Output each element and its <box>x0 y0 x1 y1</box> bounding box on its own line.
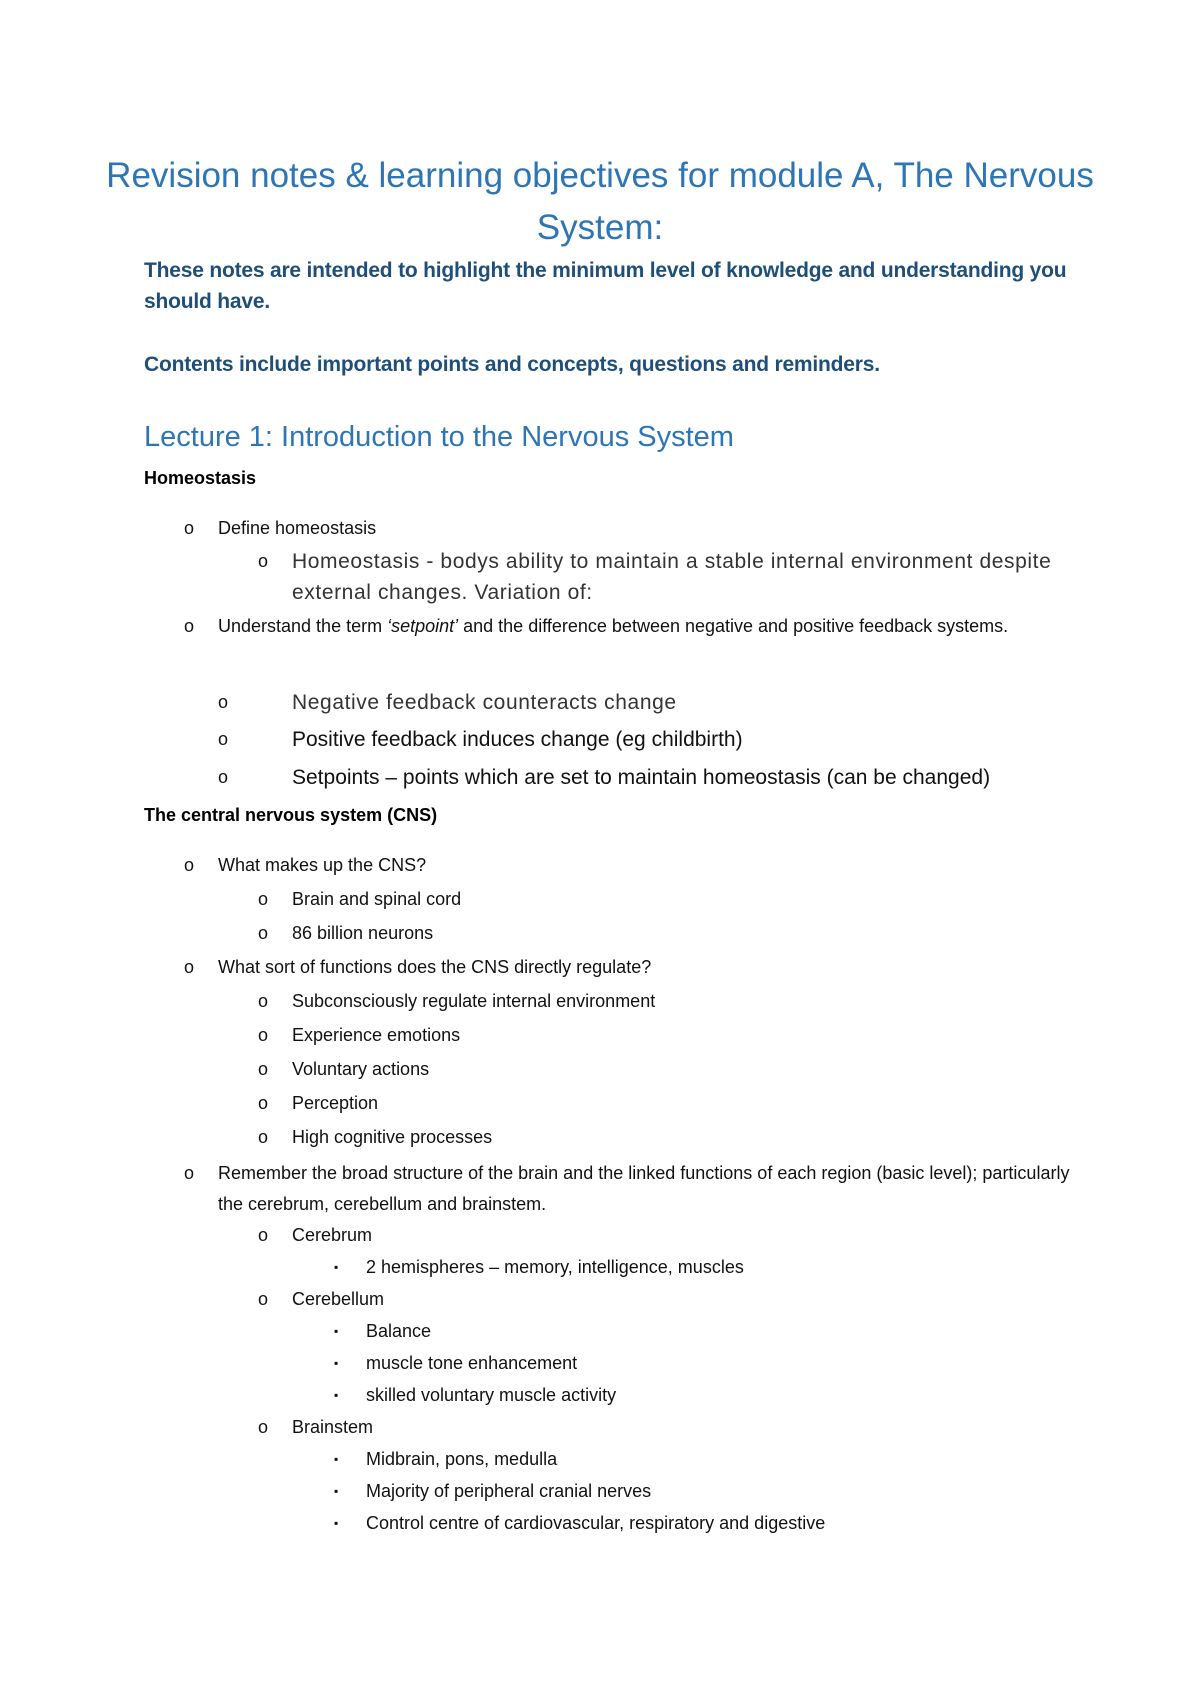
list-item <box>258 1220 1072 1251</box>
answer-negative-feedback: Negative feedback counteracts change <box>292 691 677 714</box>
answer-text: Voluntary actions <box>292 1059 430 1079</box>
question-brain-structure: Remember the broad structure of the brain and the linked functions of each region (basic level); particularly the cerebrum, cerebellum and brainstem. <box>218 1163 1070 1214</box>
list-item <box>258 1020 1072 1051</box>
square-bullet-icon: ▪ <box>334 1356 339 1370</box>
answer-text: Subconsciously regulate internal environment <box>292 991 656 1011</box>
circle-bullet-icon: o <box>258 1093 269 1113</box>
answer-text: Control centre of cardiovascular, respiratory and digestive <box>366 1513 826 1533</box>
square-bullet-icon: ▪ <box>334 1516 339 1530</box>
square-bullet-icon: ▪ <box>334 1388 339 1402</box>
list-item <box>334 1348 1066 1379</box>
list-item <box>184 513 1078 544</box>
circle-bullet-icon: o <box>258 551 269 571</box>
circle-bullet-icon: o <box>184 855 195 875</box>
list-item <box>334 1508 1066 1539</box>
circle-bullet-icon: o <box>184 518 195 538</box>
circle-bullet-icon: o <box>258 1417 269 1437</box>
list-item <box>334 1444 1066 1475</box>
circle-bullet-icon: o <box>184 616 195 636</box>
intro-line-1: These notes are intended to highlight the minimum level of knowledge and understanding you should have. <box>144 259 1067 313</box>
answer-text: Perception <box>292 1093 379 1113</box>
list-item <box>258 1284 1072 1315</box>
circle-bullet-icon: o <box>258 1025 269 1045</box>
homeostasis-heading: Homeostasis <box>144 468 257 488</box>
circle-bullet-icon: o <box>184 1163 195 1183</box>
list-item <box>184 850 1078 881</box>
list-item <box>258 546 1072 608</box>
cns-heading: The central nervous system (CNS) <box>144 805 438 825</box>
brainstem-label: Brainstem <box>292 1417 374 1437</box>
answer-text: Experience emotions <box>292 1025 461 1045</box>
answer-text: Balance <box>366 1321 432 1341</box>
answer-homeostasis: Homeostasis - bodys ability to maintain a stable internal environment despite external changes. Variation of: <box>292 550 1052 604</box>
list-item <box>218 762 1072 793</box>
list-item <box>258 986 1072 1017</box>
square-bullet-icon: ▪ <box>334 1260 339 1274</box>
intro-line-2: Contents include important points and concepts, questions and reminders. <box>144 353 880 376</box>
list-item <box>258 1088 1072 1119</box>
square-bullet-icon: ▪ <box>334 1484 339 1498</box>
list-item <box>184 952 1078 983</box>
document-title: Revision notes & learning objectives for module A, The Nervous System: <box>106 156 1094 247</box>
answer-setpoints: Setpoints – points which are set to maintain homeostasis (can be changed) <box>292 766 991 789</box>
circle-bullet-icon: o <box>258 991 269 1011</box>
list-item <box>334 1476 1066 1507</box>
answer-text: Brain and spinal cord <box>292 889 462 909</box>
circle-bullet-icon: o <box>258 1225 269 1245</box>
square-bullet-icon: ▪ <box>334 1452 339 1466</box>
circle-bullet-icon: o <box>218 729 229 749</box>
circle-bullet-icon: o <box>258 1059 269 1079</box>
list-item <box>258 1412 1072 1443</box>
answer-text: skilled voluntary muscle activity <box>366 1385 617 1405</box>
answer-text: 86 billion neurons <box>292 923 434 943</box>
question-cns-makeup: What makes up the CNS? <box>218 855 427 875</box>
list-item <box>334 1252 1066 1283</box>
list-item <box>258 1054 1072 1085</box>
circle-bullet-icon: o <box>184 957 195 977</box>
question-cns-functions: What sort of functions does the CNS directly regulate? <box>218 957 652 977</box>
list-item <box>258 1122 1072 1153</box>
circle-bullet-icon: o <box>258 1289 269 1309</box>
circle-bullet-icon: o <box>218 767 229 787</box>
circle-bullet-icon: o <box>258 889 269 909</box>
answer-text: 2 hemispheres – memory, intelligence, muscles <box>366 1257 744 1277</box>
list-item <box>258 884 1072 915</box>
circle-bullet-icon: o <box>258 1127 269 1147</box>
list-item <box>258 918 1072 949</box>
answer-positive-feedback: Positive feedback induces change (eg childbirth) <box>292 728 743 751</box>
circle-bullet-icon: o <box>258 923 269 943</box>
square-bullet-icon: ▪ <box>334 1324 339 1338</box>
question-setpoint: Understand the term ‘setpoint’ and the difference between negative and positive feedback systems. <box>218 616 1009 636</box>
list-item <box>334 1316 1066 1347</box>
cerebrum-label: Cerebrum <box>292 1225 373 1245</box>
list-item <box>184 1158 1078 1220</box>
answer-text: Midbrain, pons, medulla <box>366 1449 558 1469</box>
answer-text: muscle tone enhancement <box>366 1353 578 1373</box>
lecture-1-heading: Lecture 1: Introduction to the Nervous System <box>144 421 734 453</box>
list-item <box>218 724 1072 755</box>
question-define-homeostasis: Define homeostasis <box>218 518 377 538</box>
list-item <box>184 611 1078 642</box>
list-item <box>218 687 1072 718</box>
cerebellum-label: Cerebellum <box>292 1289 385 1309</box>
answer-text: High cognitive processes <box>292 1127 493 1147</box>
circle-bullet-icon: o <box>218 692 229 712</box>
answer-text: Majority of peripheral cranial nerves <box>366 1481 652 1501</box>
list-item <box>334 1380 1066 1411</box>
